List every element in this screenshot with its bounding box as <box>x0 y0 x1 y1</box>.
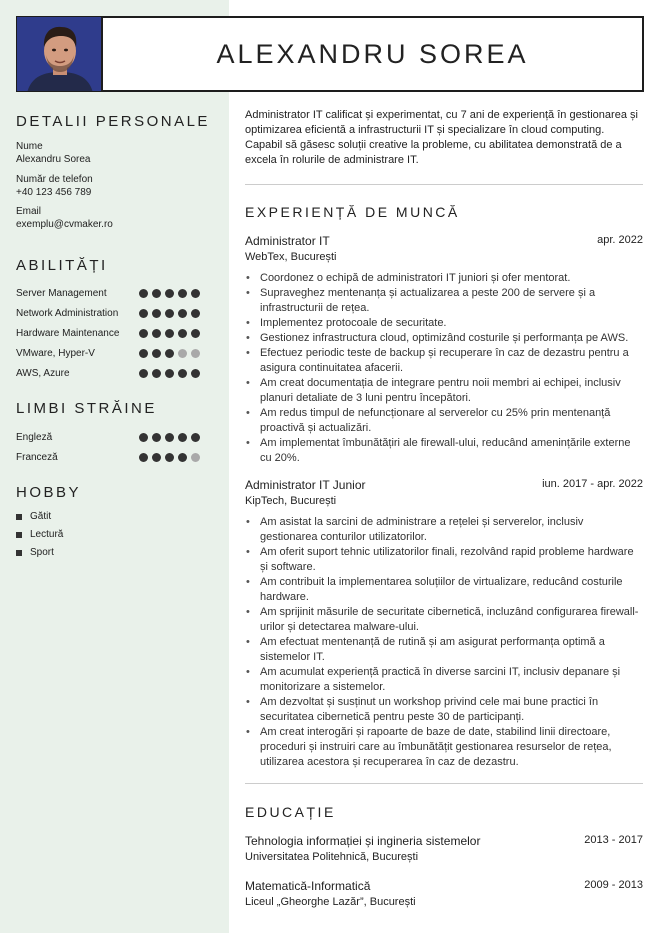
rating-dot-filled <box>191 369 200 378</box>
phone-label: Număr de telefon <box>16 174 93 185</box>
divider <box>245 184 643 185</box>
skill-row <box>16 346 200 360</box>
job-bullet: • Am dezvoltat și susținut un workshop privind cele mai bune practici în securitatea cibernetică pentru peste 30 de participanți. <box>245 695 643 725</box>
job-bullet: • Am creat documentația de integrare pentru noii membri ai echipei, inclusiv planuri detaliate de 3 luni pentru începători. <box>245 376 643 406</box>
rating-dot-filled <box>152 433 161 442</box>
job-bullet: • Implementez protocoale de securitate. <box>245 316 643 331</box>
square-bullet-icon <box>16 550 22 556</box>
rating-dot-empty <box>178 349 187 358</box>
hobby-item <box>16 511 51 522</box>
rating-dots <box>139 369 200 378</box>
name-header <box>101 16 644 92</box>
email-value: exemplu@cvmaker.ro <box>16 219 113 230</box>
hobby-label: Sport <box>30 547 54 558</box>
rating-dot-filled <box>191 309 200 318</box>
rating-dots <box>139 453 200 462</box>
rating-dot-filled <box>139 433 148 442</box>
job-bullet: • Am contribuit la implementarea soluțiilor de virtualizare, reducând costurile hardware. <box>245 575 643 605</box>
rating-dot-filled <box>152 289 161 298</box>
candidate-name: ALEXANDRU SOREA <box>216 38 529 69</box>
language-row <box>16 450 200 464</box>
rating-dot-empty <box>191 349 200 358</box>
job-bullet: • Am oferit suport tehnic utilizatorilor finali, rezolvând rapid probleme hardware și software. <box>245 545 643 575</box>
education-school: Universitatea Politehnică, București <box>245 851 419 863</box>
job-bullet: • Coordonez o echipă de administratori IT juniori și ofer mentorat. <box>245 271 643 286</box>
job-bullet: • Am acumulat experiență practică în diverse sarcini IT, inclusiv depanare și monitorizare a sistemelor. <box>245 665 643 695</box>
rating-dot-filled <box>165 453 174 462</box>
hobby-item <box>16 547 54 558</box>
job-bullet: • Gestionez infrastructura cloud, optimizând costurile și performanța pe AWS. <box>245 331 643 346</box>
rating-dots <box>139 329 200 338</box>
rating-dot-filled <box>191 289 200 298</box>
job-bullet: • Am efectuat mentenanță de rutină și am asigurat performanța optimă a sistemelor IT. <box>245 635 643 665</box>
skill-name: Server Management <box>16 287 107 299</box>
rating-dots <box>139 289 200 298</box>
phone-value: +40 123 456 789 <box>16 187 92 198</box>
rating-dot-filled <box>152 309 161 318</box>
rating-dot-filled <box>178 309 187 318</box>
rating-dot-filled <box>152 329 161 338</box>
language-row <box>16 430 200 444</box>
hobby-title: HOBBY <box>16 484 82 501</box>
rating-dot-filled <box>178 369 187 378</box>
skills-title: ABILITĂȚI <box>16 257 108 274</box>
language-name: Franceză <box>16 451 58 463</box>
personal-details-title: DETALII PERSONALE <box>16 113 210 130</box>
rating-dots <box>139 309 200 318</box>
square-bullet-icon <box>16 532 22 538</box>
language-name: Engleză <box>16 431 53 443</box>
job-bullet: • Am implementat îmbunătățiri ale firewall-ului, reducând amenințările externe cu 20%. <box>245 436 643 466</box>
job-bullet: • Am creat interogări și rapoarte de baze de date, stabilind linii directoare, proceduri și instruiri care au îmbunătățit gestionarea resurselor de rețea, utilizarea acestora și recuperarea în caz de dezastru. <box>245 725 643 770</box>
job-bullet: • Am redus timpul de nefuncționare al serverelor cu 25% prin mentenanță proactivă și actualizări. <box>245 406 643 436</box>
job-title: Administrator IT Junior <box>245 478 366 492</box>
rating-dot-filled <box>165 349 174 358</box>
rating-dots <box>139 433 200 442</box>
rating-dot-filled <box>191 433 200 442</box>
rating-dot-filled <box>152 349 161 358</box>
name-label: Nume <box>16 141 43 152</box>
hobby-label: Gătit <box>30 511 52 522</box>
job-bullet-list <box>245 515 643 770</box>
education-date: 2009 - 2013 <box>584 879 643 891</box>
education-degree: Matematică-Informatică <box>245 879 371 893</box>
rating-dot-filled <box>139 329 148 338</box>
education-school: Liceul „Gheorghe Lazăr”, București <box>245 896 416 908</box>
rating-dot-filled <box>165 309 174 318</box>
education-degree: Tehnologia informației și ingineria sistemelor <box>245 834 481 848</box>
rating-dot-filled <box>152 369 161 378</box>
job-bullet: • Am asistat la sarcini de administrare a rețelei și serverelor, inclusiv gestionarea conturilor utilizatorilor. <box>245 515 643 545</box>
square-bullet-icon <box>16 514 22 520</box>
job-bullet: • Am sprijinit măsurile de securitate cibernetică, incluzând configurarea firewall-urilor și detectarea malware-ului. <box>245 605 643 635</box>
rating-dot-filled <box>152 453 161 462</box>
divider <box>245 783 643 784</box>
experience-title: EXPERIENȚĂ DE MUNCĂ <box>245 204 460 220</box>
rating-dot-filled <box>139 369 148 378</box>
hobby-label: Lectură <box>30 529 64 540</box>
job-bullet: • Efectuez periodic teste de backup și recuperare în caz de dezastru pentru a asigura continuitatea afacerii. <box>245 346 643 376</box>
profile-photo <box>16 16 102 92</box>
job-date: apr. 2022 <box>597 234 643 246</box>
rating-dot-empty <box>191 453 200 462</box>
job-bullet: • Supraveghez mentenanța și actualizarea a peste 200 de servere și a infrastructurii de rețea. <box>245 286 643 316</box>
skill-row <box>16 326 200 340</box>
rating-dot-filled <box>178 433 187 442</box>
name-value: Alexandru Sorea <box>16 154 91 165</box>
job-bullet-list <box>245 271 643 466</box>
email-label: Email <box>16 206 42 217</box>
job-date: iun. 2017 - apr. 2022 <box>542 478 643 490</box>
rating-dot-filled <box>165 369 174 378</box>
rating-dots <box>139 349 200 358</box>
job-company: KipTech, București <box>245 495 337 507</box>
rating-dot-filled <box>191 329 200 338</box>
rating-dot-filled <box>139 309 148 318</box>
job-title: Administrator IT <box>245 234 330 248</box>
rating-dot-filled <box>178 289 187 298</box>
languages-title: LIMBI STRĂINE <box>16 400 157 417</box>
portrait-image <box>17 17 102 92</box>
rating-dot-filled <box>165 329 174 338</box>
hobby-item <box>16 529 63 540</box>
rating-dot-filled <box>178 329 187 338</box>
rating-dot-filled <box>165 433 174 442</box>
skill-name: VMware, Hyper-V <box>16 347 95 359</box>
skill-name: AWS, Azure <box>16 367 70 379</box>
education-title: EDUCAȚIE <box>245 804 336 820</box>
skill-row <box>16 306 200 320</box>
rating-dot-filled <box>178 453 187 462</box>
sidebar <box>0 0 229 933</box>
rating-dot-filled <box>165 289 174 298</box>
education-date: 2013 - 2017 <box>584 834 643 846</box>
rating-dot-filled <box>139 453 148 462</box>
skill-row <box>16 366 200 380</box>
skill-name: Network Administration <box>16 307 119 319</box>
job-company: WebTex, București <box>245 251 337 263</box>
rating-dot-filled <box>139 289 148 298</box>
skill-name: Hardware Maintenance <box>16 327 120 339</box>
rating-dot-filled <box>139 349 148 358</box>
skill-row <box>16 286 200 300</box>
profile-summary: Administrator IT calificat și experimentat, cu 7 ani de experiență în gestionarea și optimizarea eficientă a infrastructurii IT și specializare în cloud computing. Capabil să găsesc soluții creative la probleme, cu abilitatea demonstrată de a excela în rolurile de administrare IT. <box>245 109 638 166</box>
